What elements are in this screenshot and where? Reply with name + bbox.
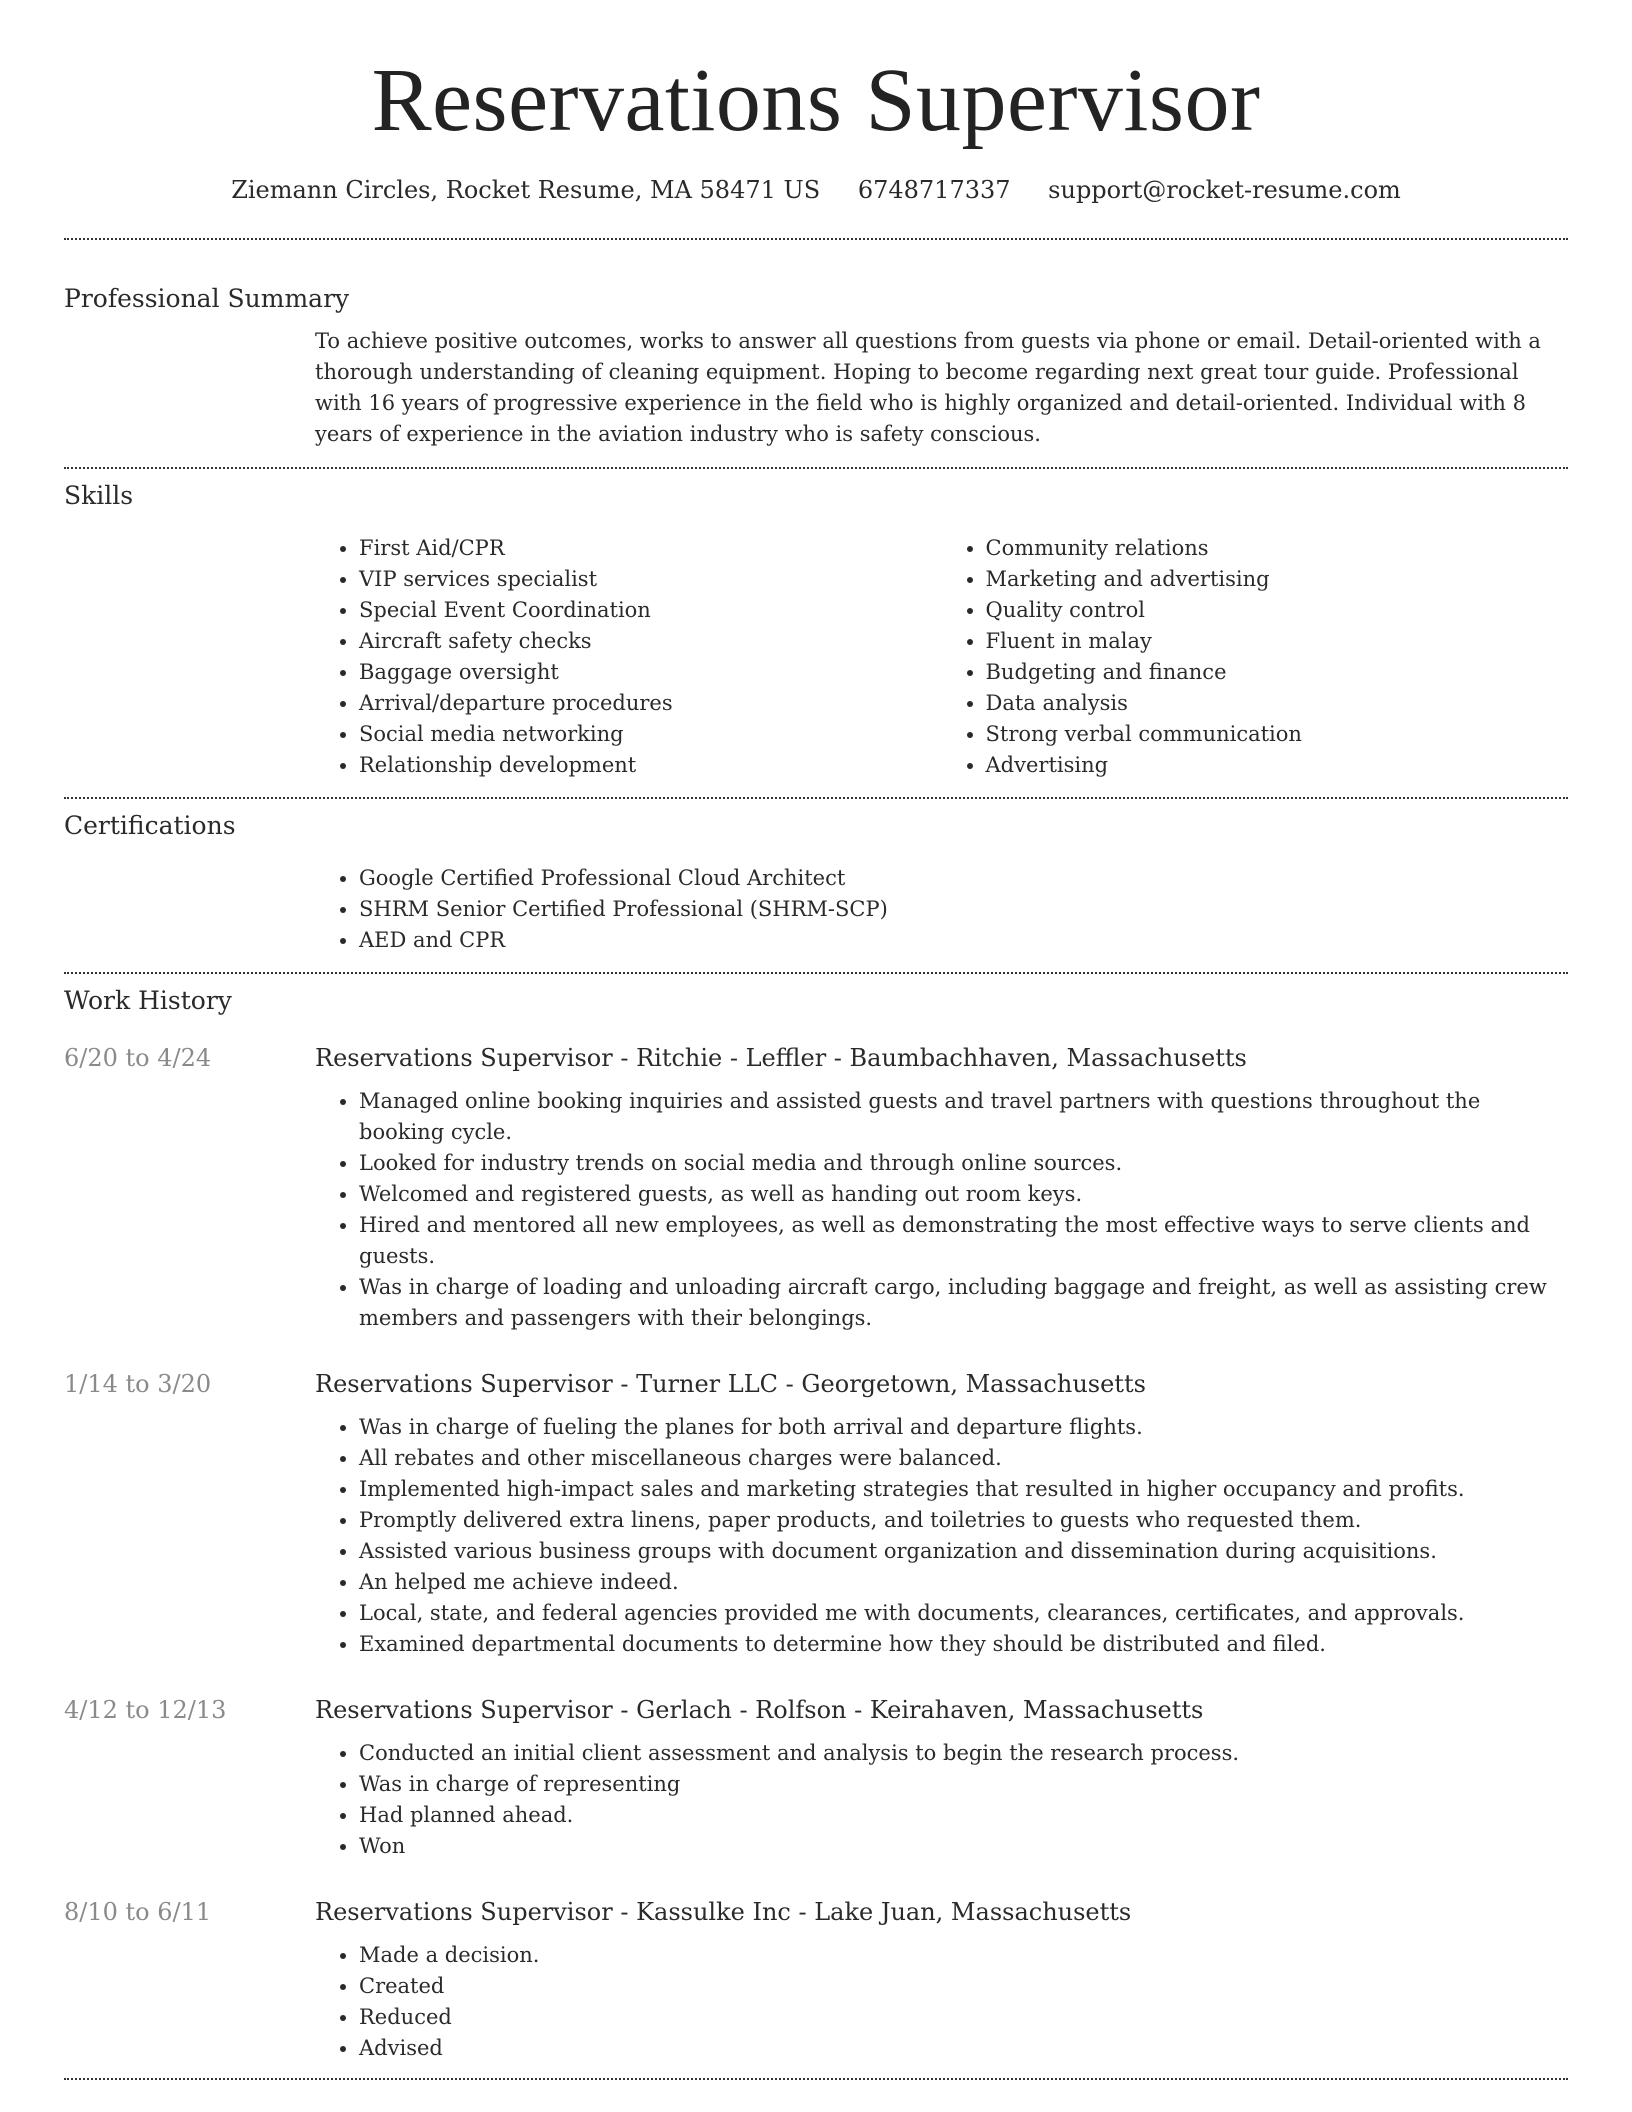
work-history-section [64,974,1568,2064]
job-dates: 8/10 to 6/11 [64,1898,212,1926]
job-title: Reservations Supervisor - Ritchie - Leffler - Baumbachhaven, Massachusetts [315,1044,1247,1072]
job-title: Reservations Supervisor - Kassulke Inc - Lake Juan, Massachusetts [315,1898,1132,1926]
job-dates: 1/14 to 3/20 [64,1370,212,1398]
job-bullet: • Was in charge of fueling the planes for both arrival and departure flights. [359,1412,1568,1443]
skills-left-column [315,533,942,781]
resume-page [64,0,1568,2080]
skills-right-column [942,533,1569,781]
job-entry [64,1368,1568,1660]
skill-item: • Budgeting and finance [986,657,1569,688]
skill-item: • First Aid/CPR [359,533,942,564]
skill-item: • Data analysis [986,688,1569,719]
job-bullet: • Hired and mentored all new employees, as well as demonstrating the most effective ways to serve clients and guests. [359,1210,1568,1272]
job-title: Reservations Supervisor - Gerlach - Rolfson - Keirahaven, Massachusetts [315,1696,1204,1724]
skill-item: • Fluent in malay [986,626,1569,657]
job-entry [64,1042,1568,1334]
contact-email: support@rocket-resume.com [1048,176,1401,204]
job-bullet: • Reduced [359,2002,1568,2033]
job-bullet: • Created [359,1971,1568,2002]
job-bullet: • Promptly delivered extra linens, paper products, and toiletries to guests who requested them. [359,1505,1568,1536]
job-bullet: • Assisted various business groups with document organization and dissemination during acquisitions. [359,1536,1568,1567]
job-bullets [315,1086,1568,1334]
job-bullet: • Advised [359,2033,1568,2064]
job-dates: 6/20 to 4/24 [64,1044,212,1072]
job-bullets [315,1412,1568,1660]
skill-item: • Aircraft safety checks [359,626,942,657]
certification-item: • SHRM Senior Certified Professional (SHRM-SCP) [359,894,1568,925]
certification-item: • AED and CPR [359,925,1568,956]
job-bullet: • Managed online booking inquiries and assisted guests and travel partners with questions throughout the booking cycle. [359,1086,1568,1148]
contact-line [64,176,1568,204]
skills-heading: Skills [64,481,134,510]
summary-section [64,240,1568,450]
section-divider [64,2078,1568,2080]
job-bullet: • Was in charge of representing [359,1769,1568,1800]
job-bullet: • Conducted an initial client assessment and analysis to begin the research process. [359,1738,1568,1769]
job-title: Reservations Supervisor - Turner LLC - Georgetown, Massachusetts [315,1370,1146,1398]
skill-item: • Advertising [986,750,1569,781]
job-bullet: • Examined departmental documents to determine how they should be distributed and filed. [359,1629,1568,1660]
job-bullet: • Was in charge of loading and unloading aircraft cargo, including baggage and freight, as well as assisting crew members and passengers with their belongings. [359,1272,1568,1334]
skill-item: • Relationship development [359,750,942,781]
skill-item: • Baggage oversight [359,657,942,688]
job-bullet: • Looked for industry trends on social media and through online sources. [359,1148,1568,1179]
contact-address: Ziemann Circles, Rocket Resume, MA 58471 US [231,176,821,204]
skill-item: • VIP services specialist [359,564,942,595]
job-bullet: • Welcomed and registered guests, as well as handing out room keys. [359,1179,1568,1210]
job-entry [64,1694,1568,1862]
skill-item: • Quality control [986,595,1569,626]
certifications-heading: Certifications [64,811,236,840]
skills-section [64,469,1568,781]
work-history-heading: Work History [64,986,232,1015]
summary-heading: Professional Summary [64,284,350,313]
skills-list [315,533,1568,781]
candidate-name: Reservations Supervisor [371,51,1261,150]
skill-item: • Community relations [986,533,1569,564]
summary-text: To achieve positive outcomes, works to answer all questions from guests via phone or email. Detail-oriented with a thorough understanding of cleaning equipment. Hoping to become regarding next great tour guide. Professional with 16 years of progressive experience in the field who is highly organized and detail-oriented. Individual with 8 years of experience in the aviation industry who is safety conscious. [315,329,1541,446]
job-bullet: • Won [359,1831,1568,1862]
summary-body [315,326,1568,450]
job-bullet: • An helped me achieve indeed. [359,1567,1568,1598]
job-bullet: • Local, state, and federal agencies provided me with documents, clearances, certificates, and approvals. [359,1598,1568,1629]
job-dates: 4/12 to 12/13 [64,1696,227,1724]
contact-phone: 6748717337 [857,176,1011,204]
certifications-section [64,799,1568,956]
job-bullet: • All rebates and other miscellaneous charges were balanced. [359,1443,1568,1474]
skill-item: • Marketing and advertising [986,564,1569,595]
job-bullets [315,1738,1568,1862]
skill-item: • Arrival/departure procedures [359,688,942,719]
job-bullet: • Had planned ahead. [359,1800,1568,1831]
job-entry [64,1896,1568,2064]
skill-item: • Strong verbal communication [986,719,1569,750]
job-bullet: • Implemented high-impact sales and marketing strategies that resulted in higher occupancy and profits. [359,1474,1568,1505]
job-bullets [315,1940,1568,2064]
certification-item: • Google Certified Professional Cloud Architect [359,863,1568,894]
skill-item: • Social media networking [359,719,942,750]
skill-item: • Special Event Coordination [359,595,942,626]
job-bullet: • Made a decision. [359,1940,1568,1971]
certifications-list [315,863,1568,956]
